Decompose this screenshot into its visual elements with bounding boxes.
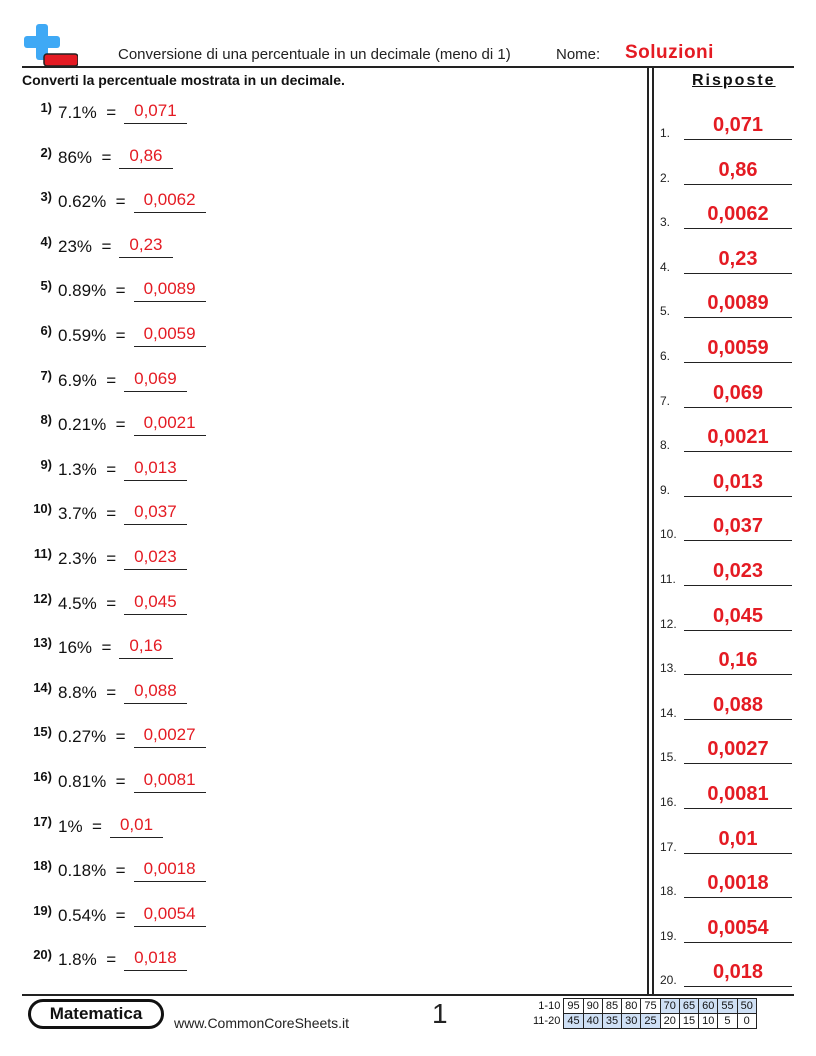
question-row (0, 724, 640, 754)
score-cell: 70 (660, 999, 679, 1014)
answer-key-value: 0,0089 (684, 292, 792, 318)
answer-key-number: 2. (660, 170, 671, 185)
question-number: 7) (40, 367, 52, 383)
score-cell: 90 (583, 999, 602, 1014)
answer-key-value: 0,0062 (684, 203, 792, 229)
question-expression: 1.8% = (58, 950, 117, 970)
score-table (530, 998, 757, 1029)
question-row (0, 100, 640, 130)
question-row (0, 635, 640, 665)
answer-key-number: 18. (660, 884, 677, 899)
question-number: 3) (40, 189, 52, 205)
answer-key-number: 10. (660, 527, 677, 542)
question-row (0, 858, 640, 888)
question-answer: 0,23 (119, 235, 172, 258)
answer-key-number: 15. (660, 750, 677, 765)
score-cell: 25 (641, 1014, 660, 1029)
answer-key-number: 11. (660, 572, 676, 586)
question-number: 18) (33, 858, 52, 874)
answer-key-value: 0,069 (684, 382, 792, 408)
question-row (0, 368, 640, 398)
question-expression: 0.54% = (58, 905, 126, 925)
name-value: Soluzioni (625, 42, 714, 63)
answer-key-row (660, 872, 792, 902)
question-row (0, 546, 640, 576)
question-answer: 0,018 (124, 948, 187, 971)
answer-key-row (660, 471, 792, 501)
header-divider (22, 66, 794, 68)
score-row-label: 1-10 (538, 1000, 561, 1012)
question-expression: 0.18% = (58, 861, 126, 881)
answer-key-number: 4. (660, 259, 671, 274)
question-answer: 0,088 (124, 681, 187, 704)
score-cell: 55 (718, 999, 737, 1014)
question-expression: 86% = (58, 147, 112, 167)
answer-key-row (660, 248, 792, 278)
score-cell: 95 (564, 999, 583, 1014)
question-number: 8) (40, 412, 52, 428)
question-expression: 1% = (58, 816, 102, 836)
question-answer: 0,023 (124, 547, 187, 570)
worksheet-title: Conversione di una percentuale in un decimale (meno di 1) (118, 46, 511, 63)
question-expression: 1.3% = (58, 459, 117, 479)
answer-key-row (660, 292, 792, 322)
answer-key-value: 0,013 (684, 471, 792, 497)
question-number: 2) (40, 144, 52, 160)
answer-key-number: 9. (660, 482, 671, 497)
question-number: 19) (33, 902, 52, 918)
instructions: Converti la percentuale mostrata in un decimale. (22, 72, 345, 88)
answer-key-row (660, 426, 792, 456)
question-number: 13) (33, 635, 52, 651)
answer-key-number: 17. (660, 839, 677, 854)
question-number: 9) (40, 456, 52, 472)
answer-key-row (660, 828, 792, 858)
answer-key-number: 8. (660, 438, 671, 453)
footer-divider (22, 994, 794, 996)
answer-key-value: 0,071 (684, 114, 792, 140)
question-row (0, 457, 640, 487)
question-row (0, 769, 640, 799)
question-expression: 0.81% = (58, 772, 126, 791)
name-label: Nome: (556, 46, 601, 63)
question-expression: 8.8% = (58, 682, 117, 702)
question-number: 12) (33, 590, 52, 606)
answer-key-number: 3. (660, 215, 671, 230)
answer-key-row (660, 649, 792, 679)
score-cell: 50 (737, 999, 756, 1014)
score-row (530, 999, 756, 1014)
score-row (530, 1014, 756, 1029)
question-answer: 0,86 (119, 146, 172, 169)
question-expression: 2.3% = (58, 549, 117, 568)
question-row (0, 234, 640, 264)
question-expression: 0.21% = (58, 415, 126, 435)
question-answer: 0,01 (110, 815, 163, 838)
answer-key-number: 1. (660, 126, 671, 140)
score-cell: 20 (660, 1014, 679, 1029)
answer-key-value: 0,0018 (684, 872, 792, 898)
answer-key-row (660, 605, 792, 635)
question-expression: 4.5% = (58, 593, 117, 613)
answer-key-row (660, 203, 792, 233)
answer-key-value: 0,018 (684, 961, 792, 987)
question-number: 16) (33, 769, 52, 784)
answer-key-value: 0,045 (684, 605, 792, 631)
answer-key-row (660, 783, 792, 813)
answer-key-row (660, 114, 792, 144)
answer-key-value: 0,0027 (684, 738, 792, 764)
answer-key-value: 0,088 (684, 694, 792, 720)
score-cell: 80 (622, 999, 641, 1014)
question-answer: 0,071 (124, 101, 187, 124)
score-cell: 35 (602, 1014, 621, 1029)
question-answer: 0,045 (124, 592, 187, 615)
question-expression: 7.1% = (58, 103, 117, 122)
question-row (0, 323, 640, 353)
answer-key-value: 0,01 (684, 828, 792, 854)
answer-key-row (660, 961, 792, 991)
answer-key-number: 5. (660, 304, 671, 319)
question-answer: 0,0081 (134, 770, 206, 793)
question-number: 6) (40, 323, 52, 338)
question-answer: 0,013 (124, 458, 187, 481)
plus-minus-logo-icon (22, 24, 78, 68)
score-cell: 75 (641, 999, 660, 1014)
question-number: 1) (40, 100, 52, 115)
score-cell: 60 (699, 999, 718, 1014)
brand-badge: Matematica (28, 999, 164, 1029)
question-number: 5) (40, 278, 52, 294)
question-expression: 0.62% = (58, 192, 126, 212)
question-answer: 0,037 (124, 502, 187, 525)
answer-key-number: 19. (660, 928, 677, 943)
question-number: 10) (33, 501, 52, 517)
question-expression: 16% = (58, 638, 112, 658)
question-expression: 23% = (58, 236, 112, 256)
question-expression: 3.7% = (58, 504, 117, 524)
score-cell: 30 (622, 1014, 641, 1029)
answer-key-number: 20. (660, 973, 677, 988)
answer-key-value: 0,0081 (684, 783, 792, 809)
question-row (0, 412, 640, 442)
question-number: 17) (33, 813, 52, 829)
answer-key-number: 13. (660, 661, 677, 676)
score-cell: 65 (679, 999, 698, 1014)
question-answer: 0,0062 (134, 190, 206, 213)
question-answer: 0,0054 (134, 904, 206, 927)
answer-key-value: 0,023 (684, 560, 792, 586)
score-cell: 10 (699, 1014, 718, 1029)
question-number: 15) (33, 724, 52, 740)
answer-key-row (660, 159, 792, 189)
question-answer: 0,16 (119, 636, 172, 659)
score-row-label: 11-20 (533, 1015, 561, 1027)
answer-key-value: 0,86 (684, 159, 792, 185)
answers-heading: Risposte (692, 72, 776, 89)
page-number: 1 (432, 998, 448, 1029)
question-expression: 0.27% = (58, 727, 126, 747)
question-answer: 0,0021 (134, 413, 206, 436)
question-answer: 0,0018 (134, 859, 206, 882)
question-number: 20) (33, 947, 52, 963)
question-expression: 0.59% = (58, 326, 126, 345)
answer-key-value: 0,16 (684, 649, 792, 675)
score-cell: 45 (564, 1014, 583, 1029)
answer-key-number: 12. (660, 616, 677, 631)
answer-key-number: 16. (660, 795, 677, 809)
question-row (0, 814, 640, 844)
score-cell: 40 (583, 1014, 602, 1029)
question-expression: 6.9% = (58, 370, 117, 390)
column-divider-left (647, 68, 649, 994)
question-row (0, 947, 640, 977)
answer-key-value: 0,0054 (684, 917, 792, 943)
question-number: 11) (33, 546, 52, 561)
question-expression: 0.89% = (58, 281, 126, 301)
column-divider-right (652, 68, 654, 994)
answer-key-row (660, 337, 792, 367)
answer-key-number: 6. (660, 349, 671, 363)
question-row (0, 278, 640, 308)
score-cell: 85 (602, 999, 621, 1014)
question-answer: 0,0027 (134, 725, 206, 748)
question-answer: 0,069 (124, 369, 187, 392)
answer-key-row (660, 560, 792, 590)
question-row (0, 145, 640, 175)
score-cell: 0 (737, 1014, 756, 1029)
answer-key-value: 0,0059 (684, 337, 792, 363)
website-url: www.CommonCoreSheets.it (174, 1015, 350, 1031)
question-answer: 0,0089 (134, 279, 206, 302)
answer-key-value: 0,0021 (684, 426, 792, 452)
answer-key-value: 0,23 (684, 248, 792, 274)
question-row (0, 903, 640, 933)
question-row (0, 501, 640, 531)
question-row (0, 591, 640, 621)
answer-key-row (660, 694, 792, 724)
answer-key-number: 14. (660, 705, 677, 720)
question-answer: 0,0059 (134, 324, 206, 347)
question-row (0, 680, 640, 710)
question-number: 4) (40, 233, 52, 249)
answer-key-row (660, 917, 792, 947)
answer-key-row (660, 515, 792, 545)
score-cell: 5 (718, 1014, 737, 1029)
answer-key-value: 0,037 (684, 515, 792, 541)
question-row (0, 189, 640, 219)
answer-key-row (660, 738, 792, 768)
answer-key-row (660, 382, 792, 412)
answer-key-number: 7. (660, 393, 671, 408)
question-number: 14) (33, 679, 52, 695)
score-cell: 15 (679, 1014, 698, 1029)
